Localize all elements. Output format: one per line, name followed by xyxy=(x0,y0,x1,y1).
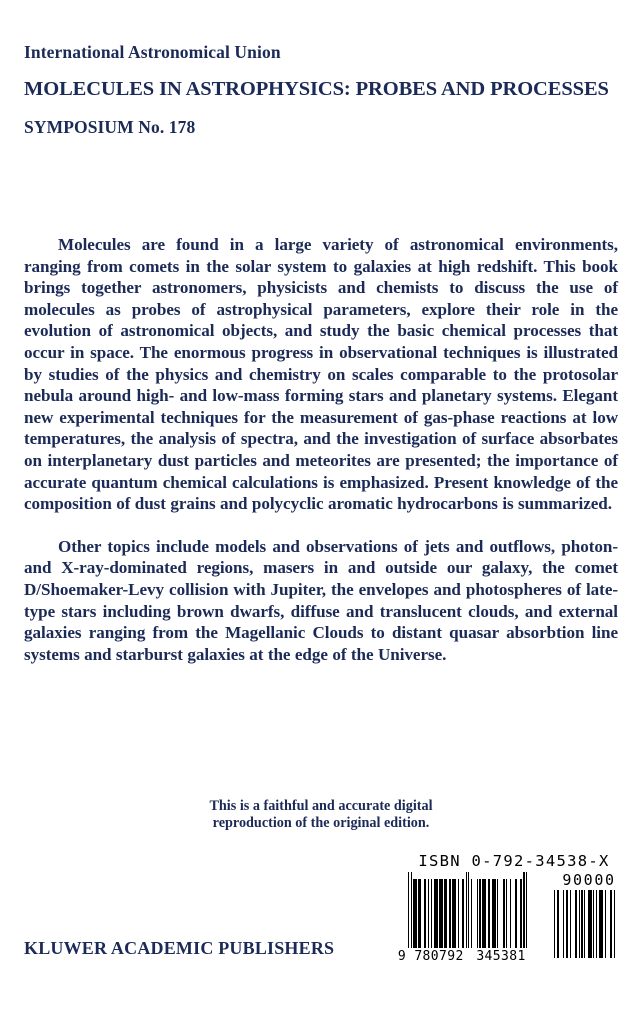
ean5-supplement-digits: 90000 xyxy=(562,871,616,889)
symposium-number: SYMPOSIUM No. 178 xyxy=(24,116,196,137)
ean13-digits xyxy=(396,949,540,964)
reproduction-note-line-1: This is a faithful and accurate digital xyxy=(209,798,433,814)
back-cover-blurb xyxy=(24,234,618,665)
reproduction-note-line-2: reproduction of the original edition. xyxy=(212,815,430,831)
ean5-supplement-bars xyxy=(554,890,624,958)
barcodes-row xyxy=(396,872,624,964)
organization-name: International Astronomical Union xyxy=(24,42,281,62)
ean5-supplement-barcode xyxy=(554,872,624,958)
page-title: MOLECULES IN ASTROPHYSICS: PROBES AND PROCESSES xyxy=(24,78,609,100)
publisher-name: KLUWER ACADEMIC PUBLISHERS xyxy=(24,938,335,958)
blurb-paragraph-2: Other topics include models and observations of jets and outflows, photon- and X-ray-dominated regions, masers in and outside our galaxy, the comet D/Shoemaker-Levy collision with Jupiter, the envelopes and photospheres of late-type stars including brown dwarfs, diffuse and translucent clouds, and external galaxies ranging from the Magellanic Clouds to distant quasar absorbtion line systems and starburst galaxies at the edge of the Universe. xyxy=(24,536,618,664)
ean13-digits-right: 345381 xyxy=(476,949,526,964)
ean13-digit-first: 9 xyxy=(397,949,407,964)
ean13-barcode xyxy=(396,872,540,964)
reproduction-note xyxy=(0,798,642,832)
blurb-paragraph-1: Molecules are found in a large variety of astronomical environments, ranging from comets in the solar system to galaxies at high redshift. This book brings together astronomers, physicists and chemists to discuss the use of molecules as probes of astrophysical parameters, explore their role in the evolution of astronomical objects, and study the basic chemical processes that occur in space. The enormous progress in observational techniques is illustrated by studies of the physics and chemistry on scales comparable to the protosolar nebula around high- and low-mass forming stars and planetary systems. Elegant new experimental techniques for the measurement of gas-phase reactions at low temperatures, the analysis of spectra, and the investigation of surface absorbates on interplanetary dust particles and meteorites are presented; the importance of accurate quantum chemical calculations is emphasized. Present knowledge of the composition of dust grains and polycyclic aromatic hydrocarbons is summarized. xyxy=(24,235,618,514)
isbn-label: ISBN 0-792-34538-X xyxy=(418,852,610,870)
ean13-digits-left: 780792 xyxy=(414,949,464,964)
cover-header xyxy=(24,42,618,138)
ean13-bars xyxy=(408,872,540,948)
barcode-block xyxy=(396,852,624,964)
